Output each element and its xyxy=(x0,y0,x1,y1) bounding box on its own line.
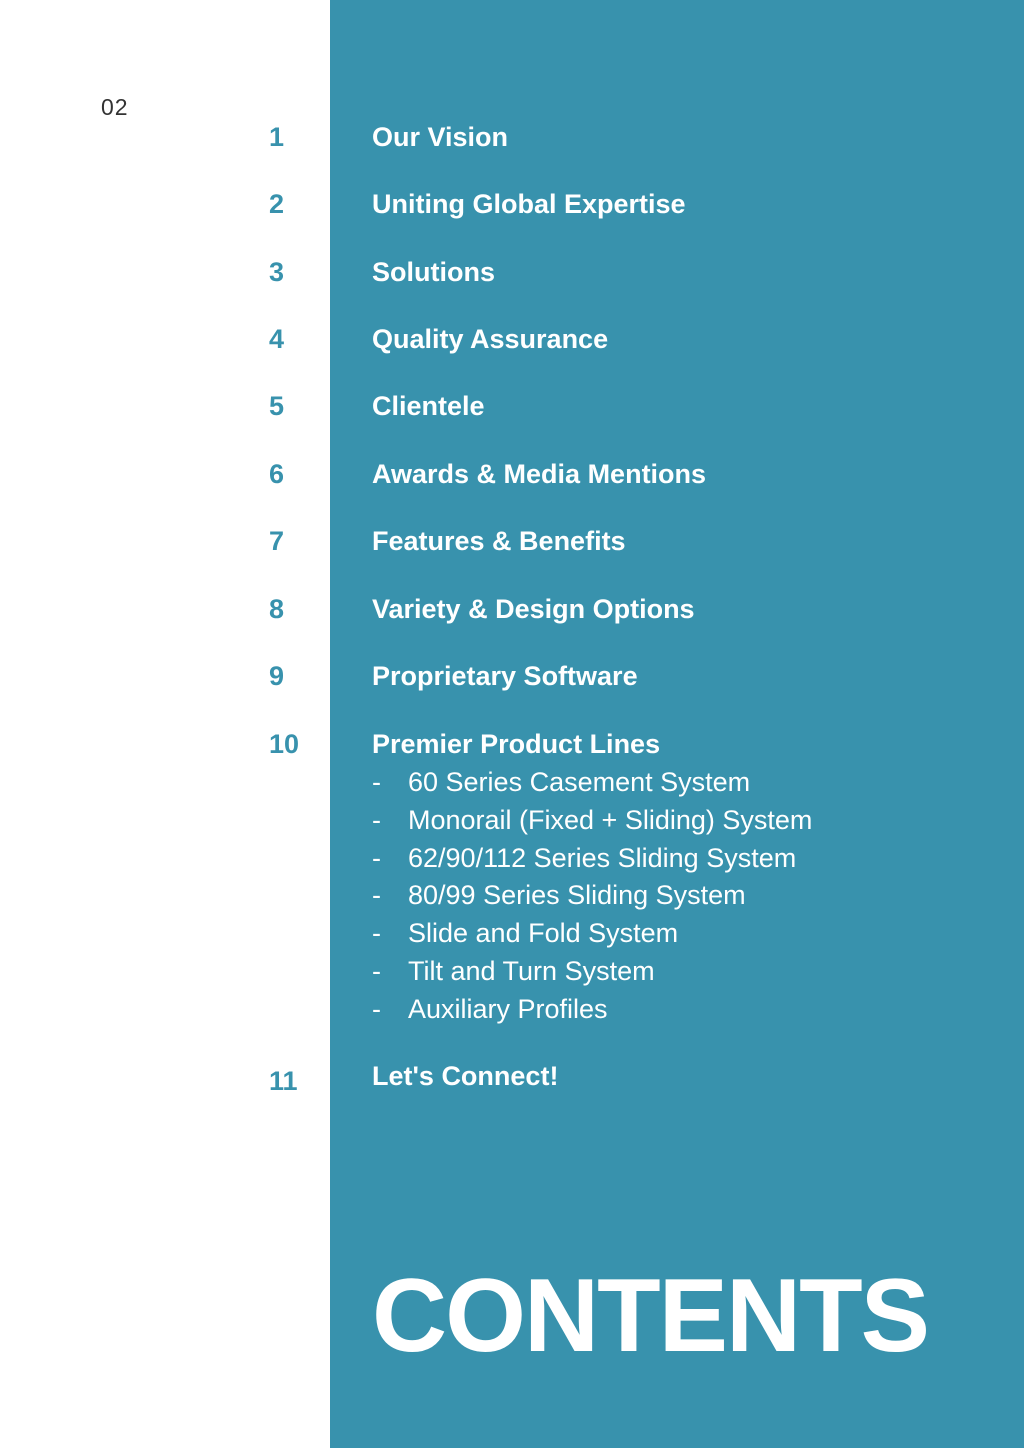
toc-number: 5 xyxy=(269,391,285,421)
toc-subitem[interactable] xyxy=(372,805,812,835)
dash-bullet: - xyxy=(372,994,381,1024)
toc-item-premier-product-lines[interactable]: Premier Product Lines xyxy=(372,729,661,759)
toc-number: 1 xyxy=(269,122,285,152)
dash-bullet: - xyxy=(372,880,381,910)
toc-subitem[interactable] xyxy=(372,767,750,797)
toc-item-our-vision[interactable]: Our Vision xyxy=(372,122,509,152)
toc-subitem[interactable] xyxy=(372,880,746,910)
toc-subitem-label: 60 Series Casement System xyxy=(408,767,751,797)
toc-subitem-label: Auxiliary Profiles xyxy=(408,994,608,1024)
toc-number: 2 xyxy=(269,189,285,219)
dash-bullet: - xyxy=(372,805,381,835)
toc-subitem-label: 62/90/112 Series Sliding System xyxy=(408,843,797,873)
toc-subitem[interactable] xyxy=(372,994,608,1024)
toc-subitem[interactable] xyxy=(372,956,655,986)
dash-bullet: - xyxy=(372,956,381,986)
toc-number: 6 xyxy=(269,459,285,489)
page-number: 02 xyxy=(101,94,129,120)
toc-item-proprietary-software[interactable]: Proprietary Software xyxy=(372,661,638,691)
toc-number: 7 xyxy=(269,526,285,556)
toc-number: 9 xyxy=(269,661,285,691)
toc-number: 11 xyxy=(269,1066,298,1096)
toc-item-variety-design[interactable]: Variety & Design Options xyxy=(372,594,695,624)
toc-item-lets-connect[interactable]: Let's Connect! xyxy=(372,1061,559,1091)
toc-item-uniting-global-expertise[interactable]: Uniting Global Expertise xyxy=(372,189,686,219)
toc-item-clientele[interactable]: Clientele xyxy=(372,391,485,421)
toc-item-solutions[interactable]: Solutions xyxy=(372,257,495,287)
dash-bullet: - xyxy=(372,767,381,797)
toc-subitem[interactable] xyxy=(372,843,796,873)
toc-subitem-label: Monorail (Fixed + Sliding) System xyxy=(408,805,813,835)
dash-bullet: - xyxy=(372,918,381,948)
toc-item-quality-assurance[interactable]: Quality Assurance xyxy=(372,324,609,354)
toc-subitem-label: 80/99 Series Sliding System xyxy=(408,880,746,910)
toc-subitem-label: Tilt and Turn System xyxy=(408,956,655,986)
toc-number: 4 xyxy=(269,324,285,354)
toc-item-features-benefits[interactable]: Features & Benefits xyxy=(372,526,626,556)
dash-bullet: - xyxy=(372,843,381,873)
page-title: CONTENTS xyxy=(372,1258,928,1374)
toc-subitem[interactable] xyxy=(372,918,678,948)
toc-number: 10 xyxy=(269,729,300,759)
toc-number: 3 xyxy=(269,257,285,287)
toc-item-awards-media[interactable]: Awards & Media Mentions xyxy=(372,459,707,489)
toc-number: 8 xyxy=(269,594,285,624)
toc-subitem-label: Slide and Fold System xyxy=(408,918,679,948)
